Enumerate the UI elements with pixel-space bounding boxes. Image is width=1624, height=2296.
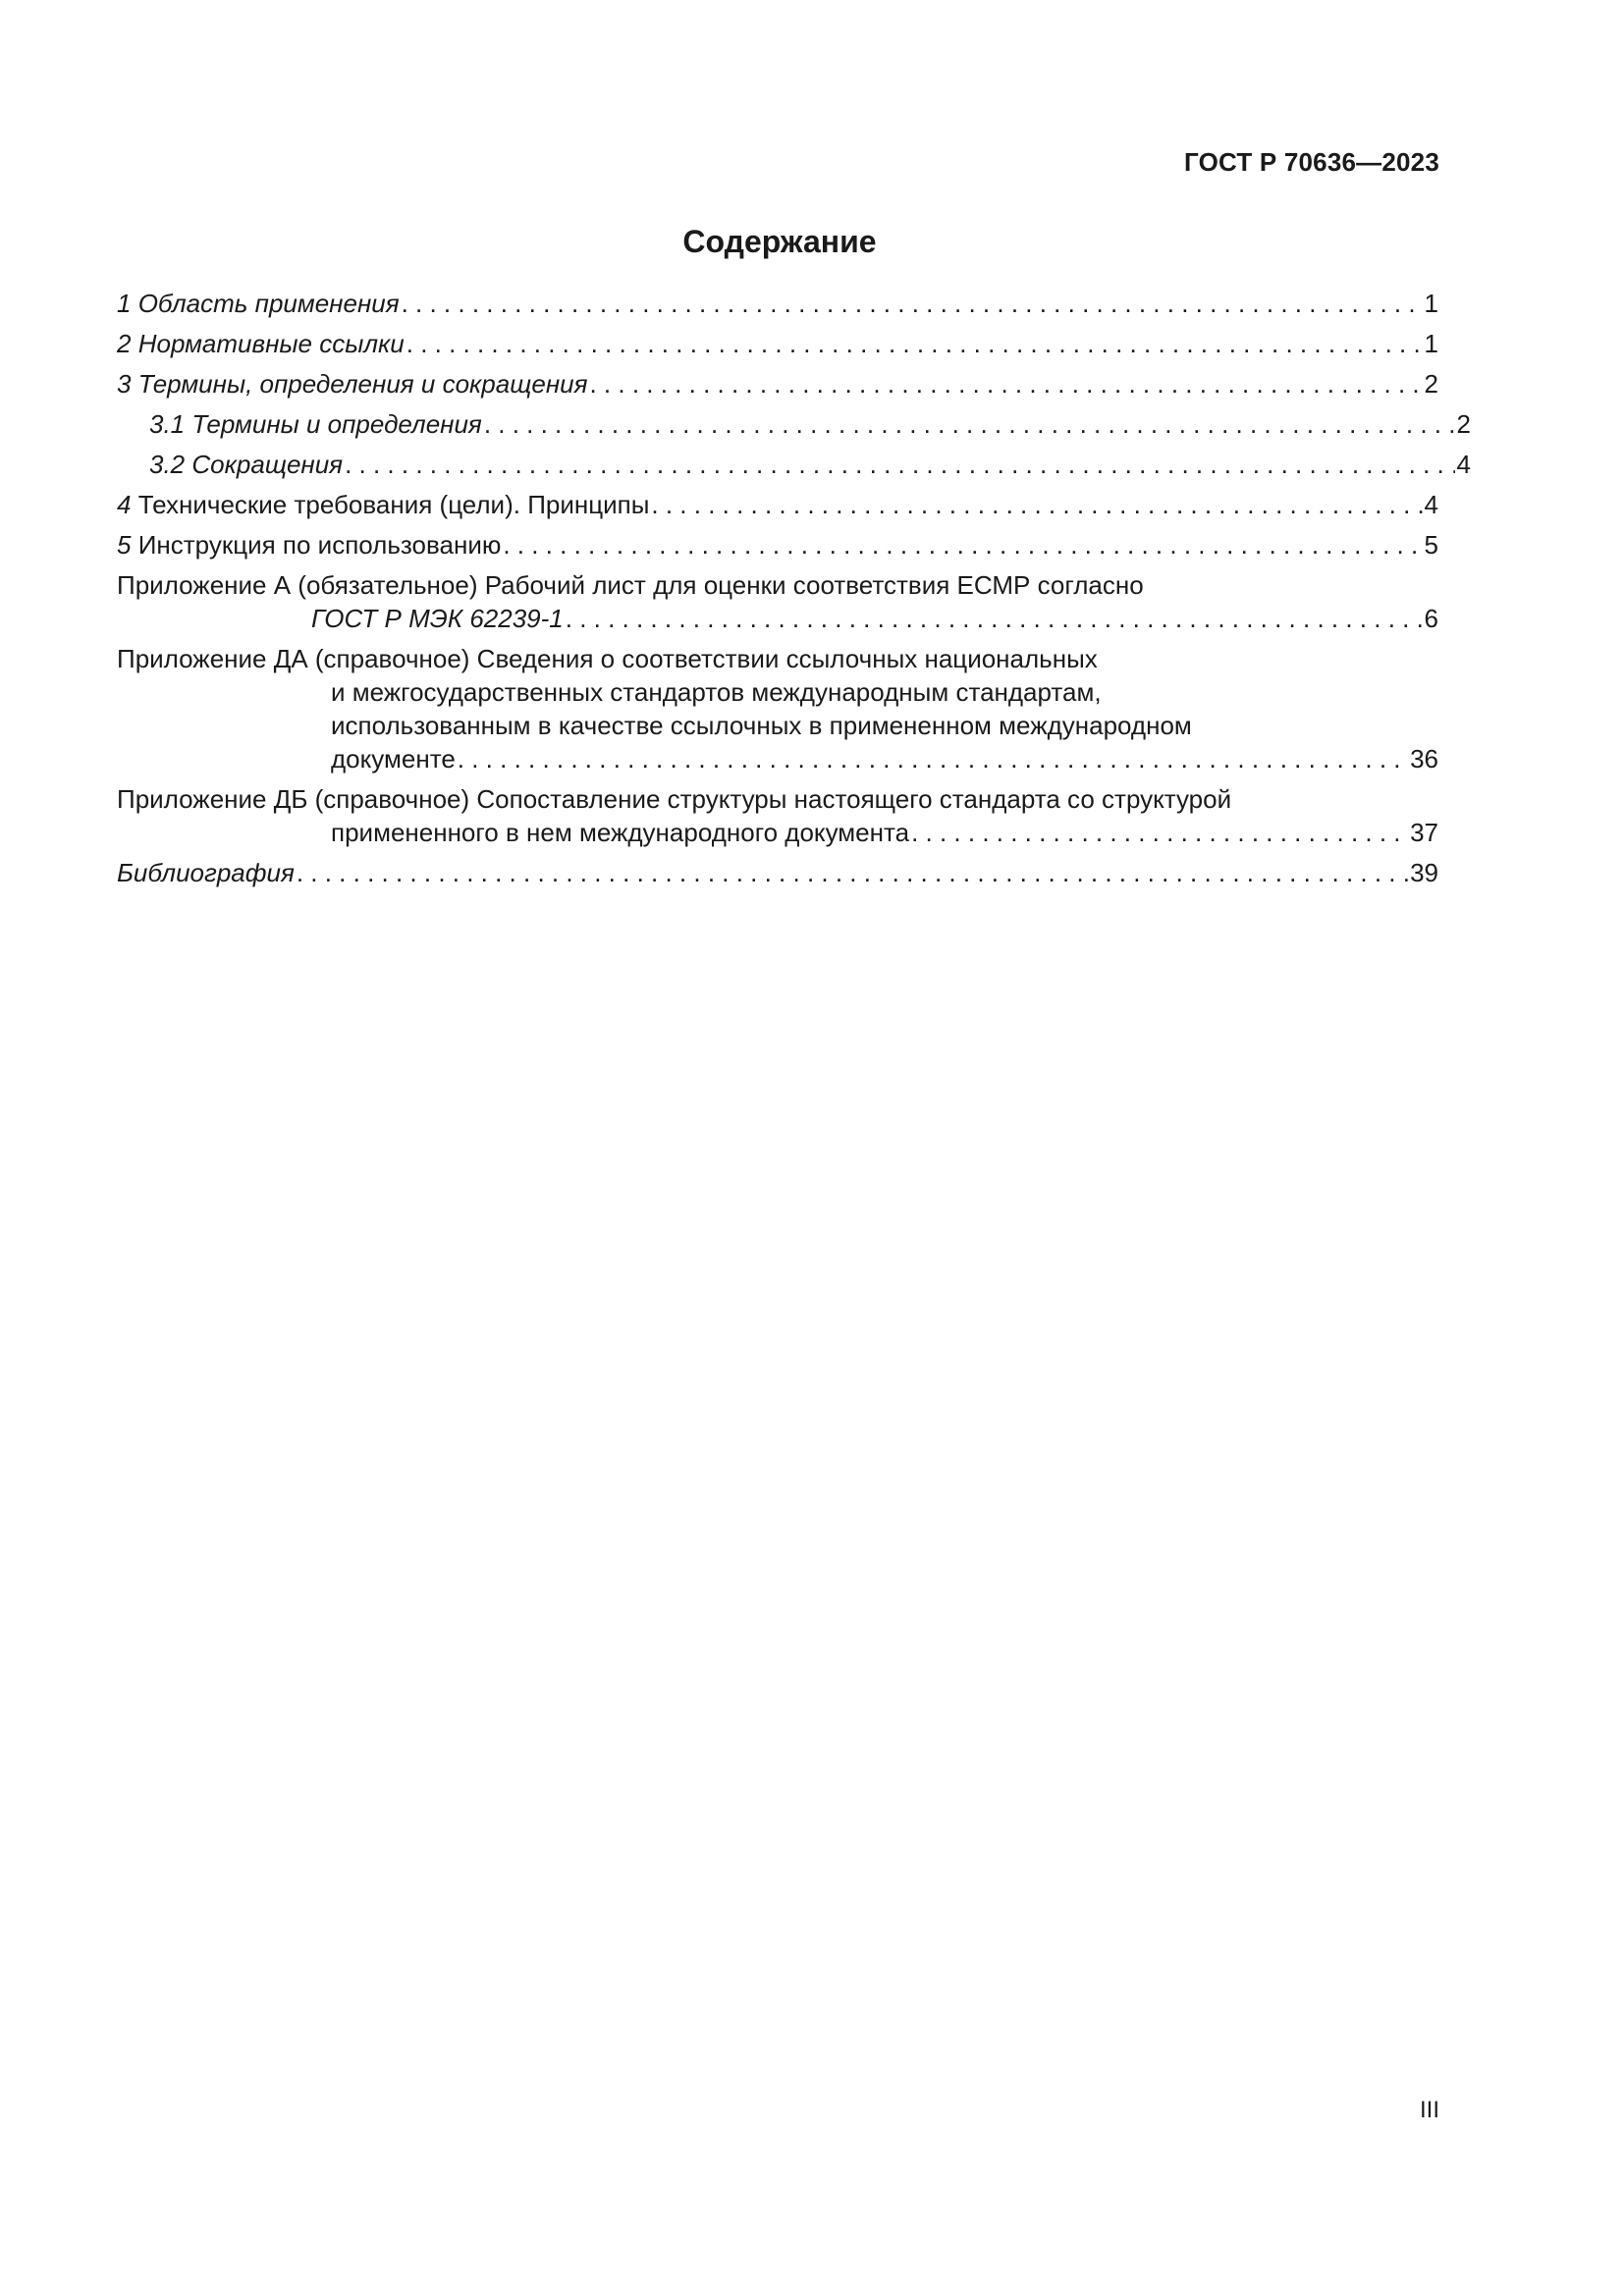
document-designation: ГОСТ Р 70636—2023: [1184, 147, 1439, 177]
toc-entry-text: 1 Область применения: [117, 289, 400, 318]
toc-leader-dots: [589, 367, 1422, 400]
toc-entry-line: и межгосударственных стандартов международным стандартам,: [331, 677, 1102, 707]
toc-page-number: 4: [1424, 490, 1438, 519]
toc-entry-appendix-db[interactable]: [117, 782, 1438, 849]
toc-entry-4[interactable]: [117, 488, 1438, 521]
toc-entry-appendix-da[interactable]: [117, 642, 1438, 775]
toc-page-number: 5: [1424, 530, 1438, 560]
toc-entry-3-2[interactable]: [117, 448, 1471, 481]
toc-entry-5[interactable]: [117, 528, 1438, 561]
toc-leader-dots: [458, 742, 1408, 775]
toc-page-number: 4: [1456, 450, 1471, 479]
toc-entry-text: Библиография: [117, 858, 295, 887]
toc-page-number: 2: [1424, 369, 1438, 399]
toc-entry-line: ГОСТ Р МЭК 62239-1: [311, 604, 564, 633]
toc-page-number: 2: [1456, 409, 1471, 439]
toc-leader-dots: [911, 816, 1408, 849]
toc-entry-3-1[interactable]: [117, 407, 1471, 441]
toc-entry-text: 3.2 Сокращения: [149, 450, 344, 479]
toc-entry-text: 4 Технические требования (цели). Принципы: [117, 490, 650, 519]
toc-entry-line: примененного в нем международного документа: [331, 818, 910, 847]
toc-entry-text: 2 Нормативные ссылки: [117, 329, 405, 358]
toc-leader-dots: [503, 528, 1422, 561]
toc-leader-dots: [297, 856, 1408, 889]
toc-entry-line: Приложение А (обязательное) Рабочий лист для оценки соответствия ЕСМР согласно: [117, 570, 1144, 600]
toc-heading: Содержание: [682, 224, 877, 259]
toc-entry-line: документе: [331, 744, 456, 774]
toc-entry-bibliography[interactable]: [117, 856, 1438, 889]
toc-entry-line: Приложение ДА (справочное) Сведения о соответствии ссылочных национальных: [117, 644, 1098, 673]
toc-page-number: 36: [1410, 744, 1438, 774]
toc-leader-dots: [402, 287, 1423, 320]
toc-entry-appendix-a[interactable]: [117, 568, 1438, 635]
toc-page-number: 1: [1424, 329, 1438, 358]
toc-leader-dots: [345, 448, 1454, 481]
toc-leader-dots: [406, 327, 1423, 360]
toc-page-number: 39: [1410, 858, 1438, 887]
toc-leader-dots: [566, 602, 1423, 635]
toc-entry-text: 3 Термины, определения и сокращения: [117, 369, 588, 399]
toc-entry-text: 3.1 Термины и определения: [149, 409, 482, 439]
toc-page-number: 37: [1410, 818, 1438, 847]
toc-entry-3[interactable]: [117, 367, 1438, 400]
toc-page-number: 1: [1424, 289, 1438, 318]
page-number: III: [1419, 2097, 1439, 2123]
toc-leader-dots: [484, 407, 1455, 441]
toc-leader-dots: [651, 488, 1422, 521]
table-of-contents: [117, 287, 1471, 896]
toc-entry-2[interactable]: [117, 327, 1438, 360]
toc-entry-text: 5 Инструкция по использованию: [117, 530, 502, 560]
toc-page-number: 6: [1424, 604, 1438, 633]
toc-entry-line: Приложение ДБ (справочное) Сопоставление структуры настоящего стандарта со структурой: [117, 784, 1232, 814]
toc-entry-1[interactable]: [117, 287, 1438, 320]
toc-entry-line: использованным в качестве ссылочных в примененном международном: [331, 711, 1192, 740]
